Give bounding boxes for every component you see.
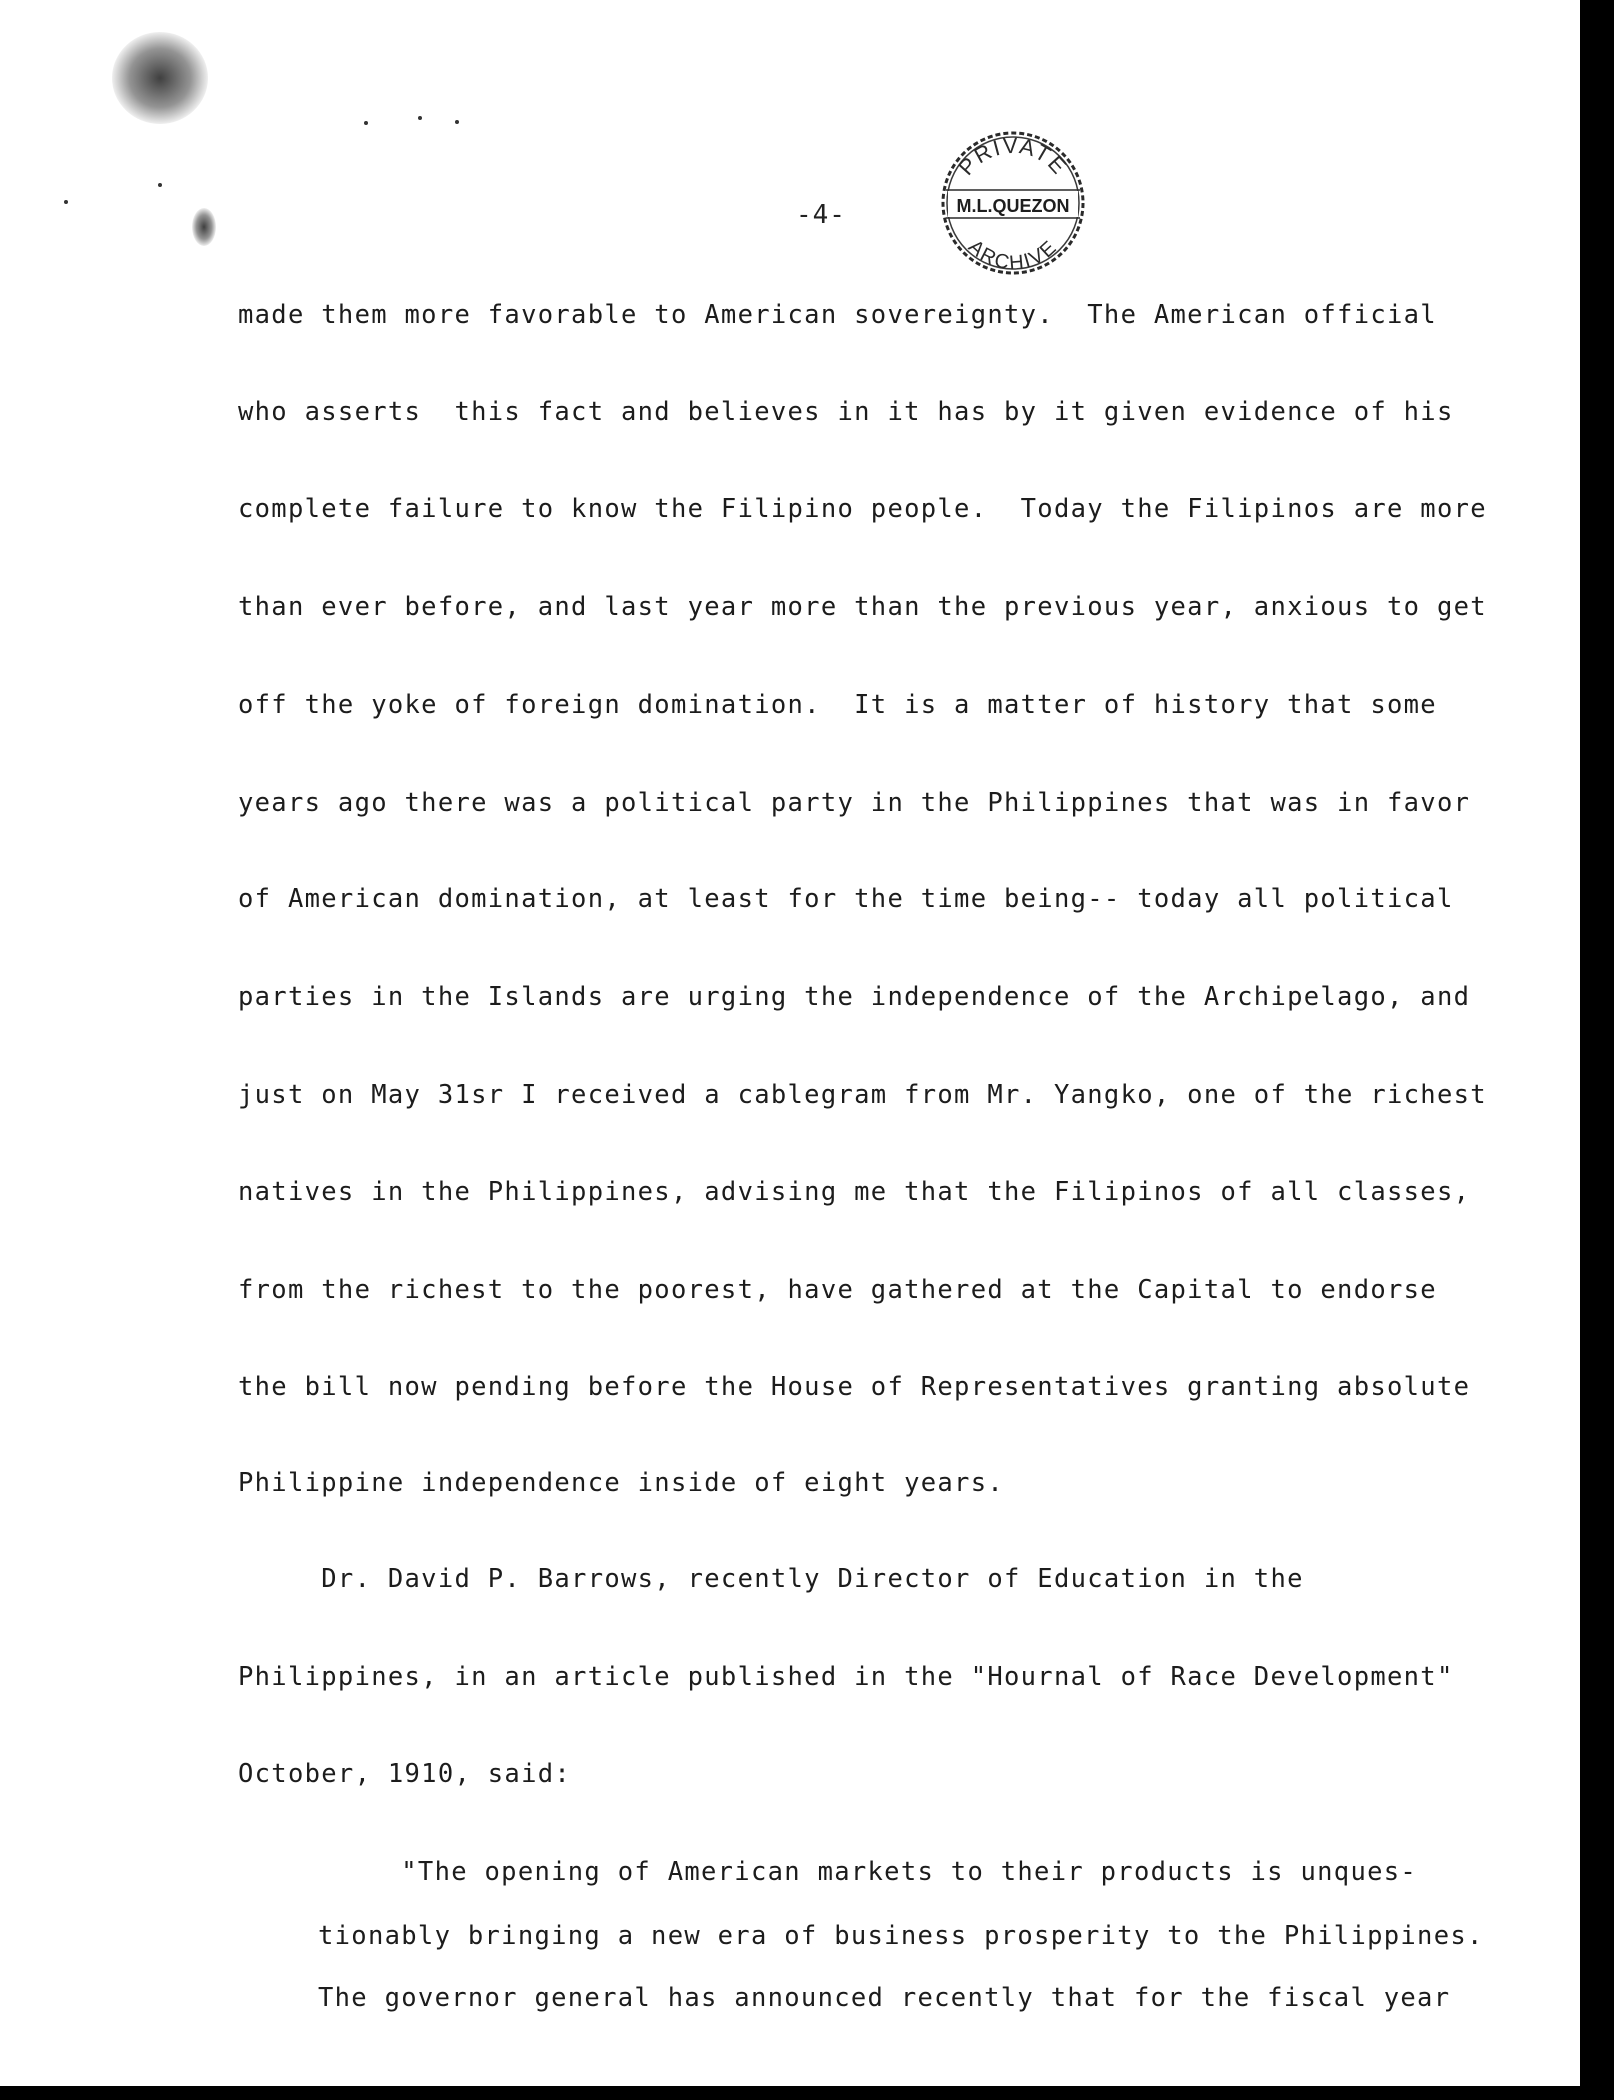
stamp-top-text: PRIVATE: [953, 132, 1073, 180]
body-line: Philippine independence inside of eight years.: [238, 1468, 1005, 1498]
scan-border-bottom: [0, 2086, 1614, 2100]
body-line: complete failure to know the Filipino people. Today the Filipinos are more: [238, 494, 1487, 524]
private-archive-stamp: [938, 128, 1088, 278]
ink-smudge: [112, 32, 208, 124]
speck: [455, 120, 459, 124]
ink-smudge: [192, 208, 216, 246]
quote-line: tionably bringing a new era of business prosperity to the Philippines.: [318, 1921, 1484, 1951]
stamp-center-text: M.L.QUEZON: [956, 196, 1070, 216]
svg-text:ARCHIVE: [964, 236, 1062, 275]
body-line: off the yoke of foreign domination. It is a matter of history that some: [238, 690, 1437, 720]
page-number: -4-: [796, 200, 846, 230]
body-line: years ago there was a political party in the Philippines that was in favor: [238, 788, 1471, 818]
body-line: October, 1910, said:: [238, 1759, 572, 1789]
body-line: than ever before, and last year more than the previous year, anxious to get: [238, 592, 1487, 622]
body-line: parties in the Islands are urging the independence of the Archipelago, and: [238, 982, 1471, 1012]
quote-line: The governor general has announced recently that for the fiscal year: [318, 1983, 1451, 2013]
scan-border-right: [1580, 0, 1614, 2100]
speck: [418, 116, 422, 120]
body-line: made them more favorable to American sovereignty. The American official: [238, 300, 1437, 330]
stamp-bottom-text: ARCHIVE: [964, 235, 1062, 275]
body-line: Dr. David P. Barrows, recently Director of Education in the: [238, 1564, 1304, 1594]
body-line: who asserts this fact and believes in it has by it given evidence of his: [238, 397, 1454, 427]
speck: [158, 183, 162, 187]
body-line: natives in the Philippines, advising me that the Filipinos of all classes,: [238, 1177, 1471, 1207]
body-line: the bill now pending before the House of Representatives granting absolute: [238, 1372, 1471, 1402]
speck: [64, 200, 68, 204]
svg-text:PRIVATE: [953, 133, 1072, 180]
body-line: just on May 31sr I received a cablegram from Mr. Yangko, one of the richest: [238, 1080, 1487, 1110]
quote-line: "The opening of American markets to their products is unques-: [318, 1857, 1418, 1887]
body-line: of American domination, at least for the time being-- today all political: [238, 884, 1454, 914]
body-line: Philippines, in an article published in the "Hournal of Race Development": [238, 1662, 1454, 1692]
body-line: from the richest to the poorest, have gathered at the Capital to endorse: [238, 1275, 1437, 1305]
speck: [364, 121, 368, 125]
